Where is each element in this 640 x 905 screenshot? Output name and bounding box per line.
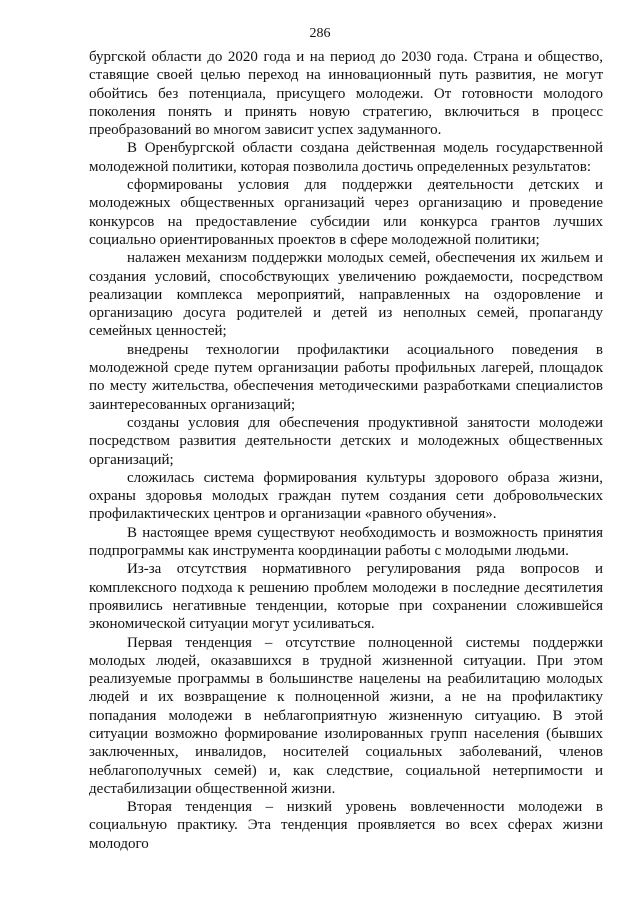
paragraph-result-employment: созданы условия для обеспечения продуктивной занятости молодежи посредством развития деятельности детских и молодежных общественных организаций; — [89, 414, 603, 468]
paragraph-result-health: сложилась система формирования культуры здорового образа жизни, охраны здоровья молодых граждан путем создания сети добровольческих профилактических центров и организации «равного обучения». — [89, 469, 603, 523]
paragraph-first-trend: Первая тенденция – отсутствие полноценной системы поддержки молодых людей, оказавшихся в трудной жизненной ситуации. При этом реализуемые программы в большинстве нацелены на реабилитацию молодых людей и их возвращение к полноценной жизни, а не на профилактику попадания молодежи в неблагоприятную жизненную ситуацию. В этой ситуации возможно формирование изолированных групп населения (бывших заключенных, инвалидов, носителей социальных заболеваний, членов неблагополучных семей) и, как следствие, социальной нетерпимости и дестабилизации общественной жизни. — [89, 634, 603, 797]
page-number: 286 — [309, 26, 331, 41]
paragraph-subprogram-need: В настоящее время существуют необходимость и возможность принятия подпрограммы как инструмента координации работы с молодыми людьми. — [89, 524, 603, 560]
paragraph-continuation: бургской области до 2020 года и на период до 2030 года. Страна и общество, ставящие своей целью переход на инновационный путь развития, не могут обойтись без потенциала, присущего молодежи. От готовности молодого поколения понять и принять новую стратегию, включиться в процесс преобразований во многом зависит успех задуманного. — [89, 49, 603, 139]
paragraph-second-trend: Вторая тенденция – низкий уровень вовлеченности молодежи в социальную практику. Эта тенденция проявляется во всех сферах жизни молодого — [89, 799, 603, 852]
paragraph-result-organizations: сформированы условия для поддержки деятельности детских и молодежных общественных организаций через организацию и проведение конкурсов на предоставление субсидии или конкурса грантов лучших социально ориентированных проектов в сфере молодежной политики; — [89, 177, 603, 248]
paragraph-result-families: налажен механизм поддержки молодых семей, обеспечения их жильем и создания условий, способствующих увеличению рождаемости, посредством реализации комплекса мероприятий, направленных на оздоровление и организацию досуга родителей и детей из неполных семей, пропаганду семейных ценностей; — [89, 250, 603, 340]
paragraph-result-prevention: внедрены технологии профилактики асоциального поведения в молодежной среде путем организации работы профильных лагерей, площадок по месту жительства, обеспечения методическими разработками специалистов заинтересованных организаций; — [89, 341, 603, 413]
paragraph-negative-trends: Из-за отсутствия нормативного регулирования ряда вопросов и комплексного подхода к решению проблем молодежи в последние десятилетия проявились негативные тенденции, которые при сохранении сложившейся экономической ситуации могут усиливаться. — [89, 561, 603, 633]
document-body — [89, 48, 603, 853]
paragraph-model-intro: В Оренбургской области создана действенная модель государственной молодежной политики, которая позволила достичь определенных результатов: — [89, 140, 603, 175]
